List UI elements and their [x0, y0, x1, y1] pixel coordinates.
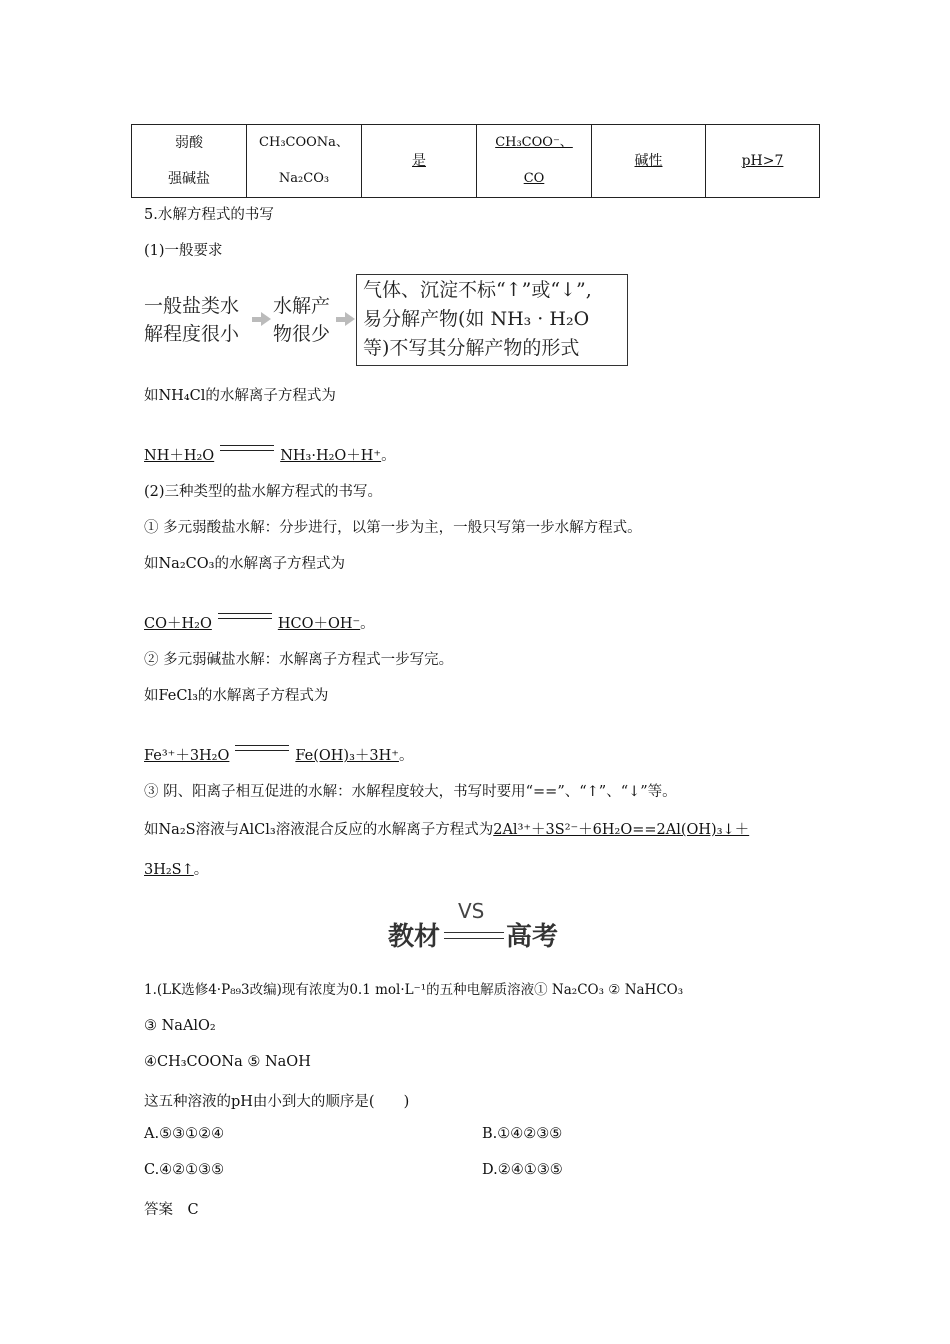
acidity-value: 碱性: [634, 153, 663, 169]
question-stem-line3: ④CH₃COONa ⑤ NaOH: [144, 1054, 311, 1070]
na2s-equation-part1: 2Al³⁺＋3S²⁻＋6H₂O==2Al(OH)₃↓＋: [493, 822, 750, 838]
nh4cl-intro: 如NH₄Cl的水解离子方程式为: [144, 388, 336, 404]
salt-type-line1: 弱酸: [175, 135, 203, 151]
nh4cl-lhs: NH＋H₂O: [144, 448, 215, 464]
salt-type-line2: 强碱盐: [168, 171, 210, 187]
na2s-end: 。: [193, 862, 209, 878]
option-c: C.④②①③⑤: [144, 1162, 225, 1178]
question-stem: 1.(LK选修4·P₈₉3改编)现有浓度为0.1 mol·L⁻¹的五种电解质溶液① Na₂CO₃ ② NaHCO₃: [144, 982, 684, 998]
flow-box-line3: 等)不写其分解产物的形式: [363, 337, 580, 359]
nh4cl-equation: [144, 442, 396, 465]
na2co3-rhs: HCO＋OH⁻: [277, 616, 361, 632]
nh4cl-rhs: NH₃·H₂O＋H⁺: [280, 448, 382, 464]
textbook-vs-exam-title: [388, 899, 568, 952]
flow-step1-line2: 解程度很小: [144, 323, 240, 345]
answer: 答案 C: [144, 1202, 199, 1218]
example-cell: [247, 125, 362, 198]
option-a: A.⑤③①②④: [144, 1126, 225, 1142]
na2s-line2: [144, 858, 208, 879]
flow-step2-line1: 水解产: [273, 295, 331, 317]
flow-box-line2: 易分解产物(如 NH₃ · H₂O: [363, 308, 590, 330]
reversible-arrow-icon: [220, 442, 274, 456]
salt-type-cell: [132, 125, 247, 198]
fecl3-end: 。: [398, 748, 414, 764]
flow-step1-line1: 一般盐类水: [144, 295, 240, 317]
fecl3-lhs: Fe³⁺＋3H₂O: [144, 748, 230, 764]
nh4cl-end: 。: [381, 448, 396, 464]
table-row: [132, 125, 820, 198]
question-stem-line2: ③ NaAlO₂: [144, 1018, 216, 1034]
acidity-cell: [592, 125, 706, 198]
flow-step2-line2: 物很少: [273, 323, 331, 345]
flow-rule-box: [356, 274, 628, 366]
ions-cell: [477, 125, 592, 198]
vs-left-text: 教材: [388, 922, 441, 952]
question-prompt: 这五种溶液的pH由小到大的顺序是( ): [144, 1094, 410, 1110]
section-heading: 5.水解方程式的书写: [144, 207, 274, 223]
reversible-arrow-icon: [218, 610, 272, 624]
item-mutual-hydrolysis: ③ 阴、阳离子相互促进的水解：水解程度较大，书写时要用“==”、“↑”、“↓”等。: [144, 784, 677, 800]
ions-line1: CH₃COO⁻、: [495, 135, 573, 150]
subsection-general: (1)一般要求: [144, 243, 223, 259]
item-polybasic-salt: ② 多元弱碱盐水解：水解离子方程式一步写完。: [144, 652, 454, 668]
subsection-three-types: (2)三种类型的盐水解方程式的书写。: [144, 484, 383, 500]
na2co3-intro: 如Na₂CO₃的水解离子方程式为: [144, 556, 345, 572]
ph-cell: [706, 125, 820, 198]
fecl3-rhs: Fe(OH)₃＋3H⁺: [295, 748, 399, 764]
fecl3-equation: [144, 742, 413, 765]
example-line2: Na₂CO₃: [278, 171, 330, 186]
hydrolyzes-value: 是: [412, 153, 426, 169]
reversible-arrow-icon: [235, 742, 289, 756]
option-d: D.②④①③⑤: [482, 1162, 563, 1178]
vs-right-text: 高考: [506, 922, 559, 952]
vs-top-text: VS: [458, 899, 485, 923]
hydrolyzes-cell: [362, 125, 477, 198]
na2s-line1: [144, 818, 749, 839]
na2co3-end: 。: [360, 616, 375, 632]
item-polyprotic-acid-salt: ① 多元弱酸盐水解：分步进行，以第一步为主，一般只写第一步水解方程式。: [144, 520, 642, 536]
na2s-intro: 如Na₂S溶液与AlCl₃溶液混合反应的水解离子方程式为: [144, 822, 494, 838]
na2co3-lhs: CO＋H₂O: [144, 616, 212, 632]
salt-hydrolysis-table: [131, 124, 820, 198]
ions-line2: CO: [523, 171, 545, 186]
flow-box-line1: 气体、沉淀不标“↑”或“↓”,: [363, 279, 592, 301]
example-line1: CH₃COONa、: [259, 135, 349, 150]
fecl3-intro: 如FeCl₃的水解离子方程式为: [144, 688, 329, 704]
ph-value: pH>7: [741, 153, 784, 169]
na2s-equation-part2: 3H₂S↑: [144, 862, 194, 878]
na2co3-equation: [144, 610, 375, 633]
option-b: B.①④②③⑤: [482, 1126, 563, 1142]
